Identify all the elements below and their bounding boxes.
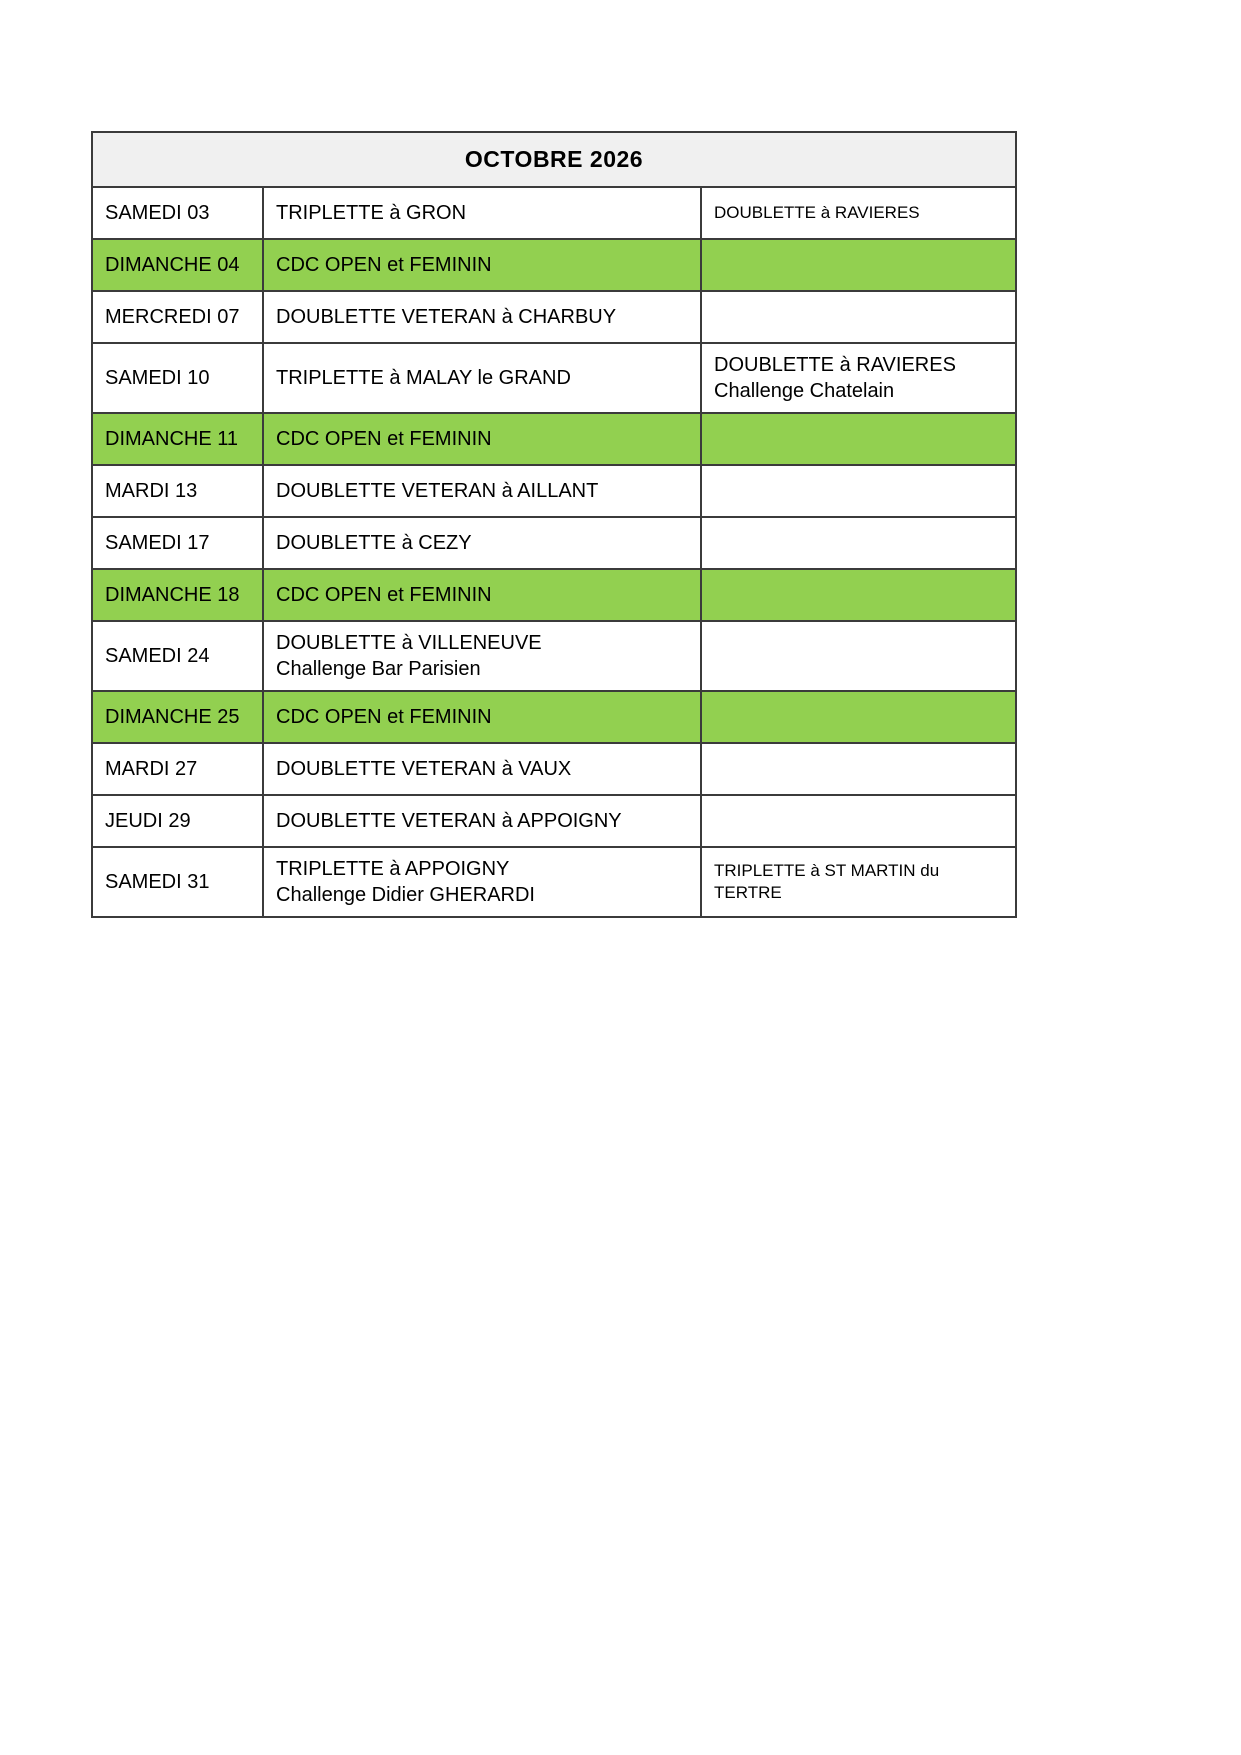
extra-event-cell xyxy=(701,291,1016,343)
day-cell: SAMEDI 17 xyxy=(92,517,263,569)
event-line: Challenge Bar Parisien xyxy=(276,658,481,680)
day-cell: MARDI 13 xyxy=(92,465,263,517)
extra-event-cell xyxy=(701,691,1016,743)
day-cell: DIMANCHE 04 xyxy=(92,239,263,291)
event-cell xyxy=(263,621,701,691)
day-cell: DIMANCHE 11 xyxy=(92,413,263,465)
event-cell xyxy=(263,291,701,343)
event-cell xyxy=(263,795,701,847)
event-cell xyxy=(263,413,701,465)
event-line: DOUBLETTE VETERAN à VAUX xyxy=(276,758,572,780)
day-cell: DIMANCHE 18 xyxy=(92,569,263,621)
event-line: DOUBLETTE VETERAN à APPOIGNY xyxy=(276,810,622,832)
day-cell: SAMEDI 24 xyxy=(92,621,263,691)
event-line: CDC OPEN et FEMININ xyxy=(276,584,492,606)
extra-event-cell xyxy=(701,465,1016,517)
table-row xyxy=(92,569,1016,621)
event-line: DOUBLETTE VETERAN à AILLANT xyxy=(276,480,599,502)
table-row xyxy=(92,795,1016,847)
event-cell xyxy=(263,743,701,795)
event-cell xyxy=(263,847,701,917)
day-cell: JEUDI 29 xyxy=(92,795,263,847)
extra-event-cell xyxy=(701,569,1016,621)
table-header-row xyxy=(92,132,1016,187)
extra-event-cell xyxy=(701,343,1016,413)
event-cell xyxy=(263,569,701,621)
extra-event-cell xyxy=(701,517,1016,569)
event-cell xyxy=(263,517,701,569)
day-cell: SAMEDI 10 xyxy=(92,343,263,413)
event-line: CDC OPEN et FEMININ xyxy=(276,428,492,450)
extra-event-line: DOUBLETTE à RAVIERES xyxy=(714,354,956,376)
table-row xyxy=(92,517,1016,569)
day-cell: SAMEDI 31 xyxy=(92,847,263,917)
extra-event-cell xyxy=(701,239,1016,291)
extra-event-cell xyxy=(701,621,1016,691)
event-line: DOUBLETTE à CEZY xyxy=(276,532,472,554)
event-cell xyxy=(263,239,701,291)
table-row xyxy=(92,239,1016,291)
event-cell xyxy=(263,465,701,517)
extra-event-cell xyxy=(701,847,1016,917)
extra-event-cell xyxy=(701,795,1016,847)
table-row xyxy=(92,413,1016,465)
event-line: TRIPLETTE à MALAY le GRAND xyxy=(276,367,571,389)
calendar-rows xyxy=(92,187,1016,917)
table-row xyxy=(92,621,1016,691)
table-row xyxy=(92,343,1016,413)
table-row xyxy=(92,691,1016,743)
event-line: Challenge Didier GHERARDI xyxy=(276,884,535,906)
extra-event-cell xyxy=(701,743,1016,795)
extra-event-line: Challenge Chatelain xyxy=(714,380,895,402)
day-cell: DIMANCHE 25 xyxy=(92,691,263,743)
day-cell: SAMEDI 03 xyxy=(92,187,263,239)
table-row xyxy=(92,847,1016,917)
month-title: OCTOBRE 2026 xyxy=(92,132,1016,187)
event-cell xyxy=(263,343,701,413)
table-row xyxy=(92,743,1016,795)
event-line: TRIPLETTE à GRON xyxy=(276,202,467,224)
extra-event-cell xyxy=(701,187,1016,239)
extra-event-cell xyxy=(701,413,1016,465)
event-line: DOUBLETTE à VILLENEUVE xyxy=(276,632,542,654)
table-row xyxy=(92,187,1016,239)
day-cell: MERCREDI 07 xyxy=(92,291,263,343)
event-cell xyxy=(263,187,701,239)
extra-event-line: DOUBLETTE à RAVIERES xyxy=(714,202,920,222)
event-line: CDC OPEN et FEMININ xyxy=(276,254,492,276)
extra-event-line: TRIPLETTE à ST MARTIN du TERTRE xyxy=(714,860,940,902)
october-calendar-table xyxy=(91,131,1017,918)
event-line: TRIPLETTE à APPOIGNY xyxy=(276,858,510,880)
event-line: DOUBLETTE VETERAN à CHARBUY xyxy=(276,306,617,328)
table-row xyxy=(92,291,1016,343)
table-row xyxy=(92,465,1016,517)
day-cell: MARDI 27 xyxy=(92,743,263,795)
event-line: CDC OPEN et FEMININ xyxy=(276,706,492,728)
event-cell xyxy=(263,691,701,743)
